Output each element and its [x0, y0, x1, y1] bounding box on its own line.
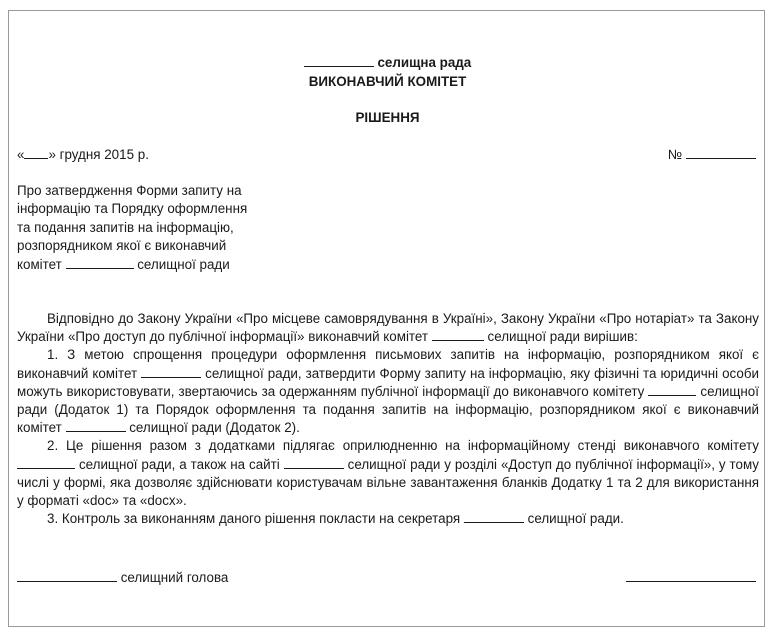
committee-title: ВИКОНАВЧИЙ КОМІТЕТ: [308, 74, 467, 89]
item-1: 1. З метою спрощення процедури оформлення письмових запитів на інформацію, розпорядником якої є виконавчий комітет селищної ради, затвердити Форму запиту на інформацію, яку фізичні та юридичні особи можуть використовувати, звертаючись за одержанням публічної інформації до виконавчого комітету селищної ради (Додаток 1) та Порядок оформлення та подання запитів на інформацію, розпорядником якої є виконавчий комітет селищної ради (Додаток 2).: [17, 347, 759, 436]
item-3: 3. Контроль за виконанням даного рішення покласти на секретаря селищної ради.: [47, 511, 624, 527]
day-blank: [24, 147, 48, 159]
number-blank: [686, 147, 756, 159]
council-name-blank: [304, 55, 374, 67]
date-line: « » грудня 2015 р.: [17, 147, 149, 162]
document-page: [8, 10, 765, 627]
council-label: селищна рада: [377, 55, 472, 70]
signature-head: селищний голова: [17, 570, 228, 585]
decision-subject: Про затвердження Форми запиту на інформацію та Порядку оформлення та подання запитів на інформацію, розпорядником якої є виконавчий комітет селищної ради: [17, 183, 248, 272]
item-2: 2. Це рішення разом з додатками підлягає оприлюдненню на інформаційному стенді виконавчого комітету селищної ради, а також на сайті селищної ради у розділі «Доступ до публічної інформації», у тому числі у формі, яка дозволяє здійснювати користувачам вільне завантаження бланків Додатку 1 та 2 для використання у форматі «doc» та «docx».: [17, 438, 759, 509]
decision-title: РІШЕННЯ: [355, 110, 420, 125]
head-signature-blank: [17, 570, 117, 582]
intro-paragraph: Відповідно до Закону України «Про місцеве самоврядування в Україні», Закону України «Про нотаріат» та Закону України «Про доступ до публічної інформації» виконавчий комітет селищної ради вирішив:: [17, 311, 759, 345]
signature-name: [626, 570, 756, 585]
decision-body: [17, 310, 759, 528]
number-line: №: [668, 147, 756, 162]
head-name-blank: [626, 570, 756, 582]
council-line: [9, 55, 765, 70]
